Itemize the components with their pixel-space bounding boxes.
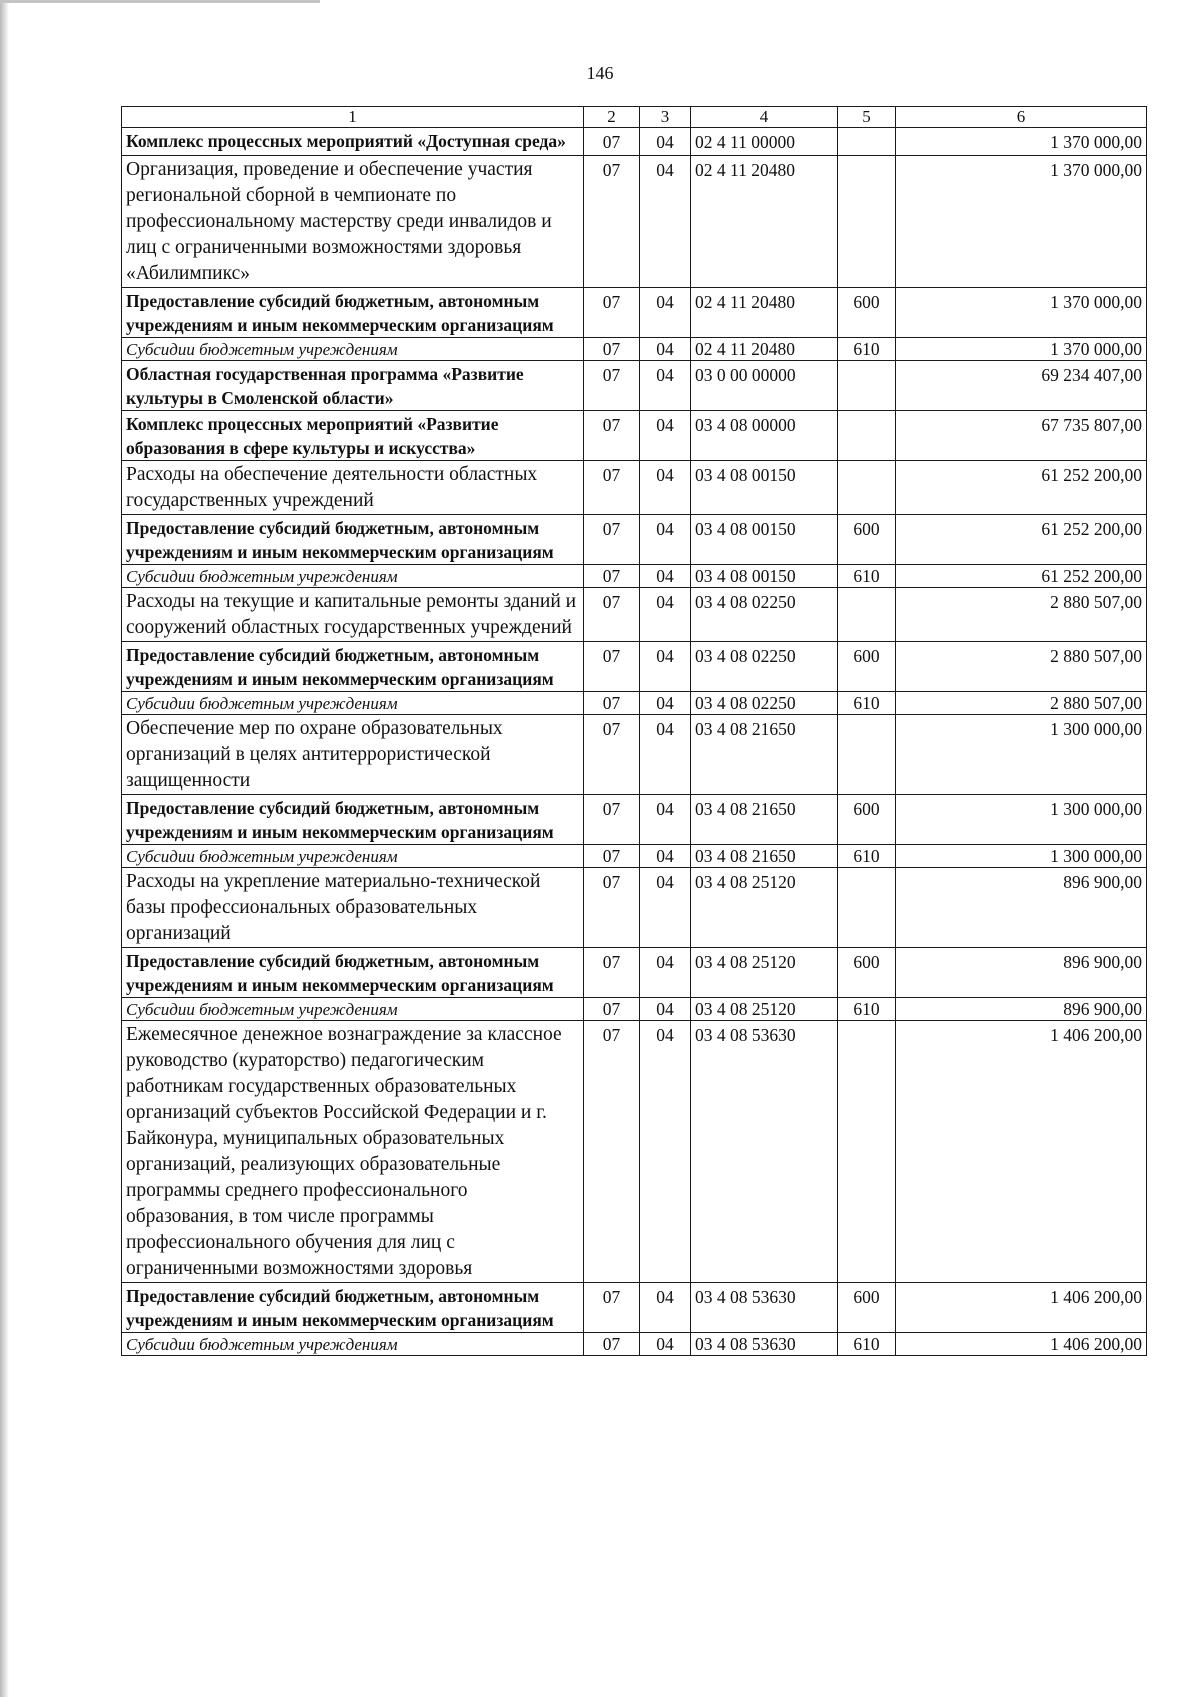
row-target-code-cell: 03 4 08 00150 bbox=[691, 461, 838, 515]
row-name-cell: Предоставление субсидий бюджетным, автономным учреждениям и иным некоммерческим организациям bbox=[122, 948, 584, 998]
row-amount-cell: 2 880 507,00 bbox=[896, 588, 1147, 642]
row-amount-cell: 1 300 000,00 bbox=[896, 715, 1147, 795]
row-target-code-cell: 03 4 08 25120 bbox=[691, 948, 838, 998]
table-row bbox=[122, 288, 1147, 338]
row-amount-cell: 1 370 000,00 bbox=[896, 338, 1147, 361]
row-subsection-cell: 04 bbox=[640, 338, 691, 361]
row-subsection-cell: 04 bbox=[640, 948, 691, 998]
budget-table-body bbox=[122, 107, 1147, 1356]
row-subsection-cell: 04 bbox=[640, 156, 691, 288]
row-target-code-cell: 03 4 08 53630 bbox=[691, 1333, 838, 1356]
row-subsection-cell: 04 bbox=[640, 1283, 691, 1333]
header-cell-5: 5 bbox=[838, 107, 896, 128]
row-subsection-cell: 04 bbox=[640, 715, 691, 795]
row-name-cell: Обеспечение мер по охране образовательных организаций в целях антитеррористической защищенности bbox=[122, 715, 584, 795]
row-target-code-cell: 02 4 11 20480 bbox=[691, 338, 838, 361]
table-row bbox=[122, 338, 1147, 361]
row-expense-type-cell: 610 bbox=[838, 338, 896, 361]
row-section-cell: 07 bbox=[584, 948, 640, 998]
row-expense-type-cell bbox=[838, 128, 896, 156]
table-row bbox=[122, 948, 1147, 998]
row-target-code-cell: 03 0 00 00000 bbox=[691, 361, 838, 411]
budget-table bbox=[121, 106, 1147, 1356]
row-expense-type-cell: 610 bbox=[838, 1333, 896, 1356]
row-subsection-cell: 04 bbox=[640, 1333, 691, 1356]
header-cell-2: 2 bbox=[584, 107, 640, 128]
row-name-cell: Предоставление субсидий бюджетным, автономным учреждениям и иным некоммерческим организациям bbox=[122, 288, 584, 338]
row-target-code-cell: 03 4 08 02250 bbox=[691, 642, 838, 692]
table-row bbox=[122, 565, 1147, 588]
table-row bbox=[122, 845, 1147, 868]
header-cell-4: 4 bbox=[691, 107, 838, 128]
page-number: 146 bbox=[586, 63, 614, 83]
row-name-cell: Субсидии бюджетным учреждениям bbox=[122, 692, 584, 715]
row-section-cell: 07 bbox=[584, 1021, 640, 1283]
row-section-cell: 07 bbox=[584, 338, 640, 361]
row-name-cell: Субсидии бюджетным учреждениям bbox=[122, 565, 584, 588]
row-subsection-cell: 04 bbox=[640, 845, 691, 868]
row-subsection-cell: 04 bbox=[640, 642, 691, 692]
row-expense-type-cell: 610 bbox=[838, 565, 896, 588]
row-subsection-cell: 04 bbox=[640, 692, 691, 715]
scan-edge-left bbox=[0, 0, 9, 1697]
row-target-code-cell: 03 4 08 21650 bbox=[691, 845, 838, 868]
row-amount-cell: 61 252 200,00 bbox=[896, 565, 1147, 588]
table-row bbox=[122, 156, 1147, 288]
row-name-cell: Предоставление субсидий бюджетным, автономным учреждениям и иным некоммерческим организациям bbox=[122, 1283, 584, 1333]
row-name-cell: Расходы на обеспечение деятельности областных государственных учреждений bbox=[122, 461, 584, 515]
table-row bbox=[122, 642, 1147, 692]
row-target-code-cell: 03 4 08 00000 bbox=[691, 411, 838, 461]
row-section-cell: 07 bbox=[584, 715, 640, 795]
row-section-cell: 07 bbox=[584, 515, 640, 565]
row-subsection-cell: 04 bbox=[640, 361, 691, 411]
row-subsection-cell: 04 bbox=[640, 998, 691, 1021]
row-name-cell: Субсидии бюджетным учреждениям bbox=[122, 998, 584, 1021]
row-amount-cell: 67 735 807,00 bbox=[896, 411, 1147, 461]
table-row bbox=[122, 1283, 1147, 1333]
table-row bbox=[122, 998, 1147, 1021]
row-target-code-cell: 03 4 08 25120 bbox=[691, 868, 838, 948]
row-expense-type-cell: 610 bbox=[838, 692, 896, 715]
row-subsection-cell: 04 bbox=[640, 565, 691, 588]
table-row bbox=[122, 795, 1147, 845]
table-row bbox=[122, 588, 1147, 642]
row-amount-cell: 61 252 200,00 bbox=[896, 515, 1147, 565]
table-row bbox=[122, 361, 1147, 411]
row-name-cell: Областная государственная программа «Развитие культуры в Смоленской области» bbox=[122, 361, 584, 411]
row-amount-cell: 1 300 000,00 bbox=[896, 795, 1147, 845]
row-amount-cell: 896 900,00 bbox=[896, 998, 1147, 1021]
row-section-cell: 07 bbox=[584, 128, 640, 156]
scan-edge-top bbox=[0, 0, 320, 3]
row-target-code-cell: 03 4 08 21650 bbox=[691, 715, 838, 795]
row-expense-type-cell: 600 bbox=[838, 288, 896, 338]
row-subsection-cell: 04 bbox=[640, 868, 691, 948]
row-subsection-cell: 04 bbox=[640, 461, 691, 515]
row-amount-cell: 1 406 200,00 bbox=[896, 1333, 1147, 1356]
row-section-cell: 07 bbox=[584, 588, 640, 642]
row-name-cell: Расходы на укрепление материально-технической базы профессиональных образовательных организаций bbox=[122, 868, 584, 948]
row-expense-type-cell bbox=[838, 361, 896, 411]
table-row bbox=[122, 461, 1147, 515]
table-header-row bbox=[122, 107, 1147, 128]
table-row bbox=[122, 515, 1147, 565]
row-section-cell: 07 bbox=[584, 156, 640, 288]
row-amount-cell: 2 880 507,00 bbox=[896, 642, 1147, 692]
row-amount-cell: 896 900,00 bbox=[896, 948, 1147, 998]
row-expense-type-cell: 600 bbox=[838, 642, 896, 692]
row-name-cell: Комплекс процессных мероприятий «Развитие образования в сфере культуры и искусства» bbox=[122, 411, 584, 461]
row-amount-cell: 1 406 200,00 bbox=[896, 1283, 1147, 1333]
row-section-cell: 07 bbox=[584, 642, 640, 692]
row-section-cell: 07 bbox=[584, 795, 640, 845]
row-target-code-cell: 02 4 11 00000 bbox=[691, 128, 838, 156]
row-target-code-cell: 03 4 08 00150 bbox=[691, 565, 838, 588]
row-subsection-cell: 04 bbox=[640, 288, 691, 338]
table-row bbox=[122, 868, 1147, 948]
row-name-cell: Предоставление субсидий бюджетным, автономным учреждениям и иным некоммерческим организациям bbox=[122, 515, 584, 565]
row-amount-cell: 1 300 000,00 bbox=[896, 845, 1147, 868]
row-amount-cell: 1 370 000,00 bbox=[896, 288, 1147, 338]
row-target-code-cell: 03 4 08 53630 bbox=[691, 1283, 838, 1333]
row-amount-cell: 1 406 200,00 bbox=[896, 1021, 1147, 1283]
row-expense-type-cell bbox=[838, 1021, 896, 1283]
row-target-code-cell: 03 4 08 53630 bbox=[691, 1021, 838, 1283]
row-expense-type-cell bbox=[838, 411, 896, 461]
row-expense-type-cell bbox=[838, 588, 896, 642]
row-expense-type-cell: 600 bbox=[838, 1283, 896, 1333]
table-row bbox=[122, 1333, 1147, 1356]
row-expense-type-cell bbox=[838, 156, 896, 288]
row-target-code-cell: 03 4 08 02250 bbox=[691, 588, 838, 642]
row-target-code-cell: 03 4 08 25120 bbox=[691, 998, 838, 1021]
row-expense-type-cell: 610 bbox=[838, 845, 896, 868]
table-row bbox=[122, 128, 1147, 156]
row-expense-type-cell: 600 bbox=[838, 795, 896, 845]
row-section-cell: 07 bbox=[584, 868, 640, 948]
header-cell-3: 3 bbox=[640, 107, 691, 128]
row-section-cell: 07 bbox=[584, 411, 640, 461]
row-section-cell: 07 bbox=[584, 845, 640, 868]
row-target-code-cell: 03 4 08 02250 bbox=[691, 692, 838, 715]
table-row bbox=[122, 1021, 1147, 1283]
row-section-cell: 07 bbox=[584, 1333, 640, 1356]
row-expense-type-cell bbox=[838, 715, 896, 795]
row-amount-cell: 69 234 407,00 bbox=[896, 361, 1147, 411]
row-name-cell: Субсидии бюджетным учреждениям bbox=[122, 1333, 584, 1356]
row-target-code-cell: 03 4 08 00150 bbox=[691, 515, 838, 565]
header-cell-1: 1 bbox=[122, 107, 584, 128]
row-subsection-cell: 04 bbox=[640, 1021, 691, 1283]
row-target-code-cell: 03 4 08 21650 bbox=[691, 795, 838, 845]
row-expense-type-cell: 600 bbox=[838, 948, 896, 998]
row-name-cell: Ежемесячное денежное вознаграждение за классное руководство (кураторство) педагогическим работникам государственных образовательных организаций субъектов Российской Федерации и г. Байконура, муниципальных образовательных организаций, реализующих образовательные программы среднего профессионального образования, в том числе программы профессионального обучения для лиц с ограниченными возможностями здоровья bbox=[122, 1021, 584, 1283]
row-section-cell: 07 bbox=[584, 1283, 640, 1333]
row-expense-type-cell: 600 bbox=[838, 515, 896, 565]
row-name-cell: Предоставление субсидий бюджетным, автономным учреждениям и иным некоммерческим организациям bbox=[122, 795, 584, 845]
row-name-cell: Комплекс процессных мероприятий «Доступная среда» bbox=[122, 128, 584, 156]
row-expense-type-cell: 610 bbox=[838, 998, 896, 1021]
row-subsection-cell: 04 bbox=[640, 795, 691, 845]
row-amount-cell: 896 900,00 bbox=[896, 868, 1147, 948]
table-row bbox=[122, 692, 1147, 715]
row-amount-cell: 1 370 000,00 bbox=[896, 128, 1147, 156]
row-name-cell: Субсидии бюджетным учреждениям bbox=[122, 845, 584, 868]
row-name-cell: Предоставление субсидий бюджетным, автономным учреждениям и иным некоммерческим организациям bbox=[122, 642, 584, 692]
row-section-cell: 07 bbox=[584, 461, 640, 515]
row-amount-cell: 2 880 507,00 bbox=[896, 692, 1147, 715]
row-subsection-cell: 04 bbox=[640, 128, 691, 156]
row-amount-cell: 61 252 200,00 bbox=[896, 461, 1147, 515]
header-cell-6: 6 bbox=[896, 107, 1147, 128]
row-section-cell: 07 bbox=[584, 288, 640, 338]
row-expense-type-cell bbox=[838, 461, 896, 515]
row-name-cell: Субсидии бюджетным учреждениям bbox=[122, 338, 584, 361]
row-target-code-cell: 02 4 11 20480 bbox=[691, 288, 838, 338]
row-name-cell: Расходы на текущие и капитальные ремонты зданий и сооружений областных государственных учреждений bbox=[122, 588, 584, 642]
row-subsection-cell: 04 bbox=[640, 411, 691, 461]
row-subsection-cell: 04 bbox=[640, 588, 691, 642]
row-amount-cell: 1 370 000,00 bbox=[896, 156, 1147, 288]
row-section-cell: 07 bbox=[584, 692, 640, 715]
row-expense-type-cell bbox=[838, 868, 896, 948]
row-subsection-cell: 04 bbox=[640, 515, 691, 565]
row-section-cell: 07 bbox=[584, 998, 640, 1021]
row-section-cell: 07 bbox=[584, 361, 640, 411]
row-name-cell: Организация, проведение и обеспечение участия региональной сборной в чемпионате по профессиональному мастерству среди инвалидов и лиц с ограниченными возможностями здоровья «Абилимпикс» bbox=[122, 156, 584, 288]
table-row bbox=[122, 715, 1147, 795]
row-section-cell: 07 bbox=[584, 565, 640, 588]
table-row bbox=[122, 411, 1147, 461]
row-target-code-cell: 02 4 11 20480 bbox=[691, 156, 838, 288]
